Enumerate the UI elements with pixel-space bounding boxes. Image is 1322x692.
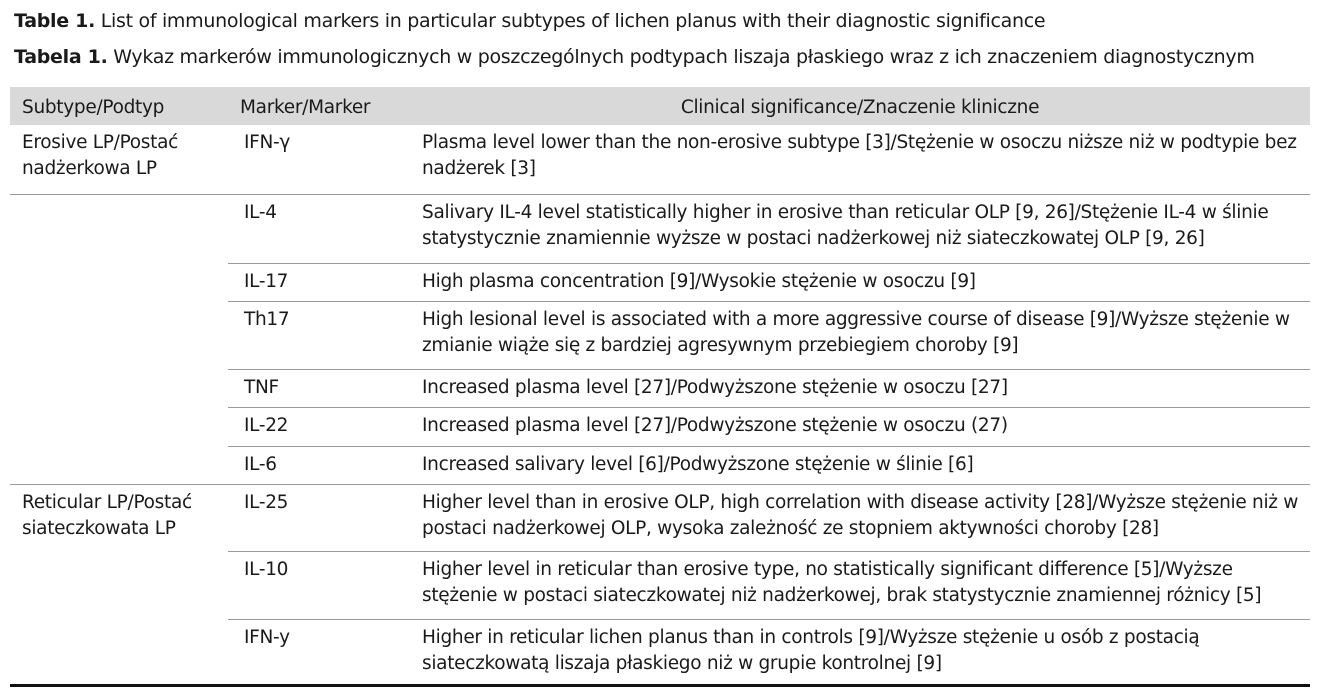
table-row xyxy=(10,551,1310,619)
significance-cell: Salivary IL-4 level statistically higher in erosive than reticular OLP [9, 26]/Stężenie IL-4 w ślinie statystycznie znamiennie wyższe w postaci nadżerkowej niż siateczkowatej OLP [9, 26] xyxy=(408,194,1310,263)
significance-cell: High lesional level is associated with a more aggressive course of disease [9]/Wyższe stężenie w zmianie wiąże się z bardziej agresywnym przebiegiem choroby [9] xyxy=(408,301,1310,369)
marker-cell: IL-22 xyxy=(228,407,408,446)
table-row xyxy=(10,263,1310,301)
table-caption-polish xyxy=(14,46,1255,68)
table-row xyxy=(10,407,1310,446)
significance-cell: Higher in reticular lichen planus than in controls [9]/Wyższe stężenie u osób z postacią siateczkowatą liszaja płaskiego niż w grupie kontrolnej [9] xyxy=(408,619,1310,685)
markers-table xyxy=(10,87,1310,687)
table-body xyxy=(10,125,1310,685)
subtype-cell xyxy=(10,619,228,685)
table-row xyxy=(10,301,1310,369)
subtype-cell xyxy=(10,551,228,619)
marker-cell: IFN-γ xyxy=(228,125,408,194)
header-row xyxy=(10,87,1310,125)
marker-cell: IL-4 xyxy=(228,194,408,263)
marker-cell: IFN-y xyxy=(228,619,408,685)
subtype-cell xyxy=(10,263,228,301)
significance-cell: Higher level than in erosive OLP, high correlation with disease activity [28]/Wyższe stężenie niż w postaci nadżerkowej OLP, wysoka zależność ze stopniem aktywności choroby [28] xyxy=(408,484,1310,551)
subtype-cell xyxy=(10,446,228,484)
significance-cell: Increased salivary level [6]/Podwyższone stężenie w ślinie [6] xyxy=(408,446,1310,484)
header-marker: Marker/Marker xyxy=(240,96,371,118)
header-significance: Clinical significance/Znaczenie kliniczne xyxy=(680,96,1040,118)
significance-cell: High plasma concentration [9]/Wysokie stężenie w osoczu [9] xyxy=(408,263,1310,301)
header-subtype: Subtype/Podtyp xyxy=(22,96,165,118)
table-header xyxy=(10,87,1310,125)
significance-cell: Plasma level lower than the non-erosive subtype [3]/Stężenie w osoczu niższe niż w podtypie bez nadżerek [3] xyxy=(408,125,1310,194)
marker-cell: IL-6 xyxy=(228,446,408,484)
significance-cell: Increased plasma level [27]/Podwyższone stężenie w osoczu [27] xyxy=(408,369,1310,407)
table-row xyxy=(10,446,1310,484)
marker-cell: Th17 xyxy=(228,301,408,369)
table-caption-english xyxy=(14,10,1045,32)
caption-label-english: Table 1. xyxy=(14,10,95,32)
subtype-cell: Reticular LP/Postać siateczkowata LP xyxy=(22,491,192,539)
subtype-cell: Erosive LP/Postać nadżerkowa LP xyxy=(10,125,228,194)
caption-text-english: List of immunological markers in particular subtypes of lichen planus with their diagnostic significance xyxy=(95,10,1046,32)
marker-cell: IL-10 xyxy=(228,551,408,619)
subtype-cell xyxy=(10,369,228,407)
marker-cell: IL-25 xyxy=(228,484,408,551)
subtype-cell xyxy=(10,194,228,263)
marker-cell: TNF xyxy=(228,369,408,407)
table-row xyxy=(10,194,1310,263)
significance-cell: Higher level in reticular than erosive type, no statistically significant difference [5]/Wyższe stężenie w postaci siateczkowatej niż nadżerkowej, brak statystycznie znamiennej różnicy [5] xyxy=(408,551,1310,619)
caption-text-polish: Wykaz markerów immunologicznych w poszczególnych podtypach liszaja płaskiego wraz z ich znaczeniem diagnostycznym xyxy=(107,46,1255,68)
table-row xyxy=(10,369,1310,407)
caption-label-polish: Tabela 1. xyxy=(14,46,108,68)
subtype-cell xyxy=(10,301,228,369)
significance-cell: Increased plasma level [27]/Podwyższone stężenie w osoczu (27) xyxy=(408,407,1310,446)
table-row xyxy=(10,484,1310,551)
table-row xyxy=(10,619,1310,685)
subtype-cell xyxy=(10,407,228,446)
marker-cell: IL-17 xyxy=(228,263,408,301)
table-row xyxy=(10,125,1310,194)
